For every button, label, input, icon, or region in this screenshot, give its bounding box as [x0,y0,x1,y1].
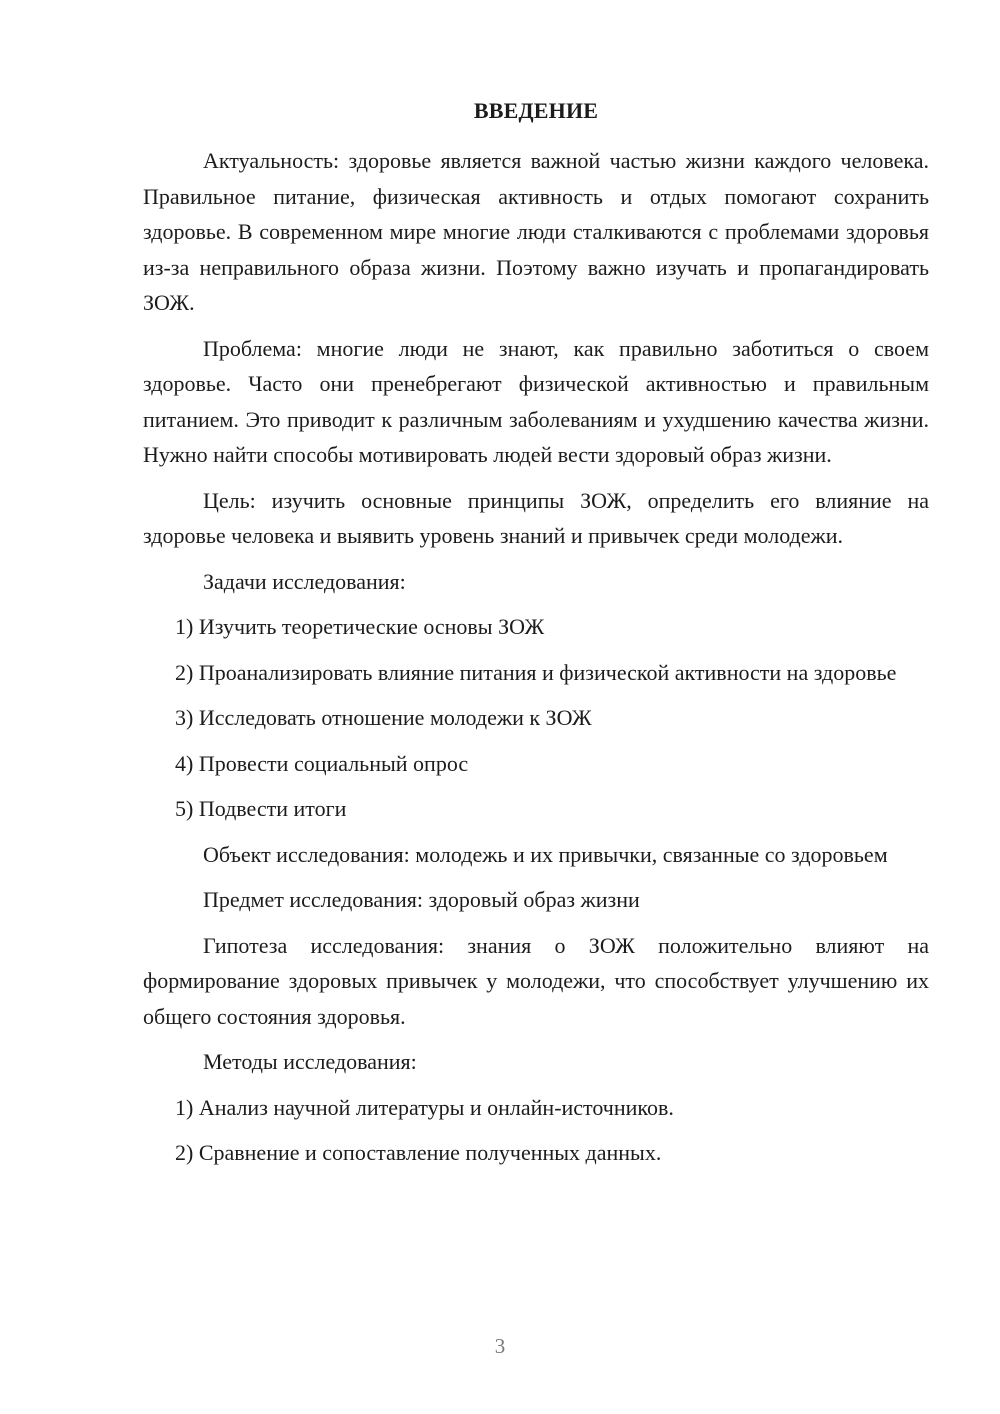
subject-paragraph: Предмет исследования: здоровый образ жизни [203,887,640,912]
hypothesis-paragraph: Гипотеза исследования: знания о ЗОЖ положительно влияют на формирование здоровых привычек у молодежи, что способствует улучшению их общего состояния здоровья. [143,932,929,1029]
task-item: 3) Исследовать отношение молодежи к ЗОЖ [175,705,592,730]
method-item: 2) Сравнение и сопоставление полученных данных. [175,1140,662,1165]
object-paragraph: Объект исследования: молодежь и их привычки, связанные со здоровьем [203,841,888,867]
task-item: 1) Изучить теоретические основы ЗОЖ [175,614,545,639]
goal-paragraph: Цель: изучить основные принципы ЗОЖ, определить его влияние на здоровье человека и выявить уровень знаний и привычек среди молодежи. [143,487,929,548]
problem-paragraph: Проблема: многие люди не знают, как правильно заботиться о своем здоровье. Часто они пренебрегают физической активностью и правильным питанием. Это приводит к различным заболеваниям и ухудшению качества жизни. Нужно найти способы мотивировать людей вести здоровый образ жизни. [143,335,929,467]
methods-heading: Методы исследования: [203,1049,417,1074]
task-item: 2) Проанализировать влияние питания и физической активности на здоровье [175,659,897,685]
relevance-paragraph: Актуальность: здоровье является важной частью жизни каждого человека. Правильное питание, физическая активность и отдых помогают сохранить здоровье. В современном мире многие люди сталкиваются с проблемами здоровья из-за неправильного образа жизни. Поэтому важно изучать и пропагандировать ЗОЖ. [143,148,929,315]
section-heading: ВВЕДЕНИЕ [473,98,599,123]
task-item: 5) Подвести итоги [175,796,347,821]
tasks-heading: Задачи исследования: [203,568,406,594]
task-item: 4) Провести социальный опрос [175,750,469,776]
page-content [143,96,929,1181]
method-item: 1) Анализ научной литературы и онлайн-источников. [175,1094,674,1120]
page-number: 3 [494,1334,506,1358]
